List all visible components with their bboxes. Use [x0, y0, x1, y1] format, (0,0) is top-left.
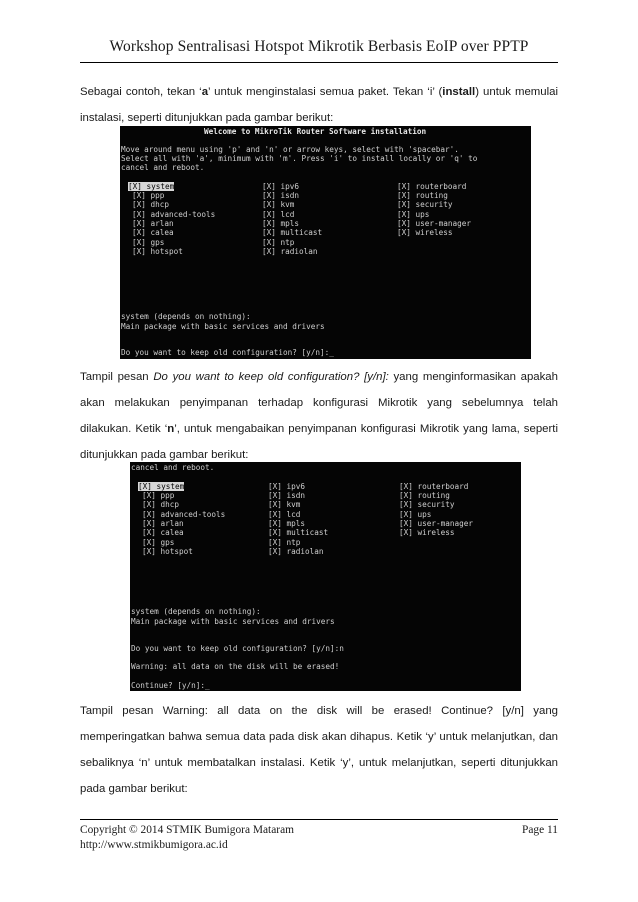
package-item: [X] kvm	[268, 500, 301, 509]
package-item: [X] user-manager	[397, 219, 472, 228]
package-item: [X] security	[399, 500, 455, 509]
package-item: [X] arlan	[132, 219, 174, 228]
package-item-selected: [X] system	[138, 482, 185, 491]
text: ) untuk memulai instalasi, seperti ditunjukkan pada gambar berikut:	[80, 86, 558, 124]
package-item: [X] mpls	[262, 219, 300, 228]
package-item: [X] gps	[132, 238, 165, 247]
package-item: [X] routing	[397, 191, 448, 200]
package-item: [X] lcd	[268, 510, 301, 519]
package-item: [X] ppp	[132, 191, 165, 200]
terminal-depends-line: system (depends on nothing):	[121, 312, 251, 321]
keyword-n: n	[167, 423, 175, 435]
page-header-title: Workshop Sentralisasi Hotspot Mikrotik Berbasis EoIP over PPTP	[109, 38, 529, 55]
terminal-prompt-line: Do you want to keep old configuration? [y/n]:n	[131, 644, 344, 653]
text: Sebagai contoh, tekan ‘	[80, 86, 202, 98]
package-item: [X] multicast	[268, 528, 329, 537]
paragraph-erase-warning: Tampil pesan Warning: all data on the disk will be erased! Continue? [y/n] yang memperingatkan bahwa semua data pada disk akan dihapus. Ketik ‘y’ untuk melanjutkan, dan sebaliknya ‘n’ untuk membatalkan instalasi. Ketik ‘y’, untuk melanjutkan, seperti ditunjukkan pada gambar berikut:	[80, 705, 558, 795]
package-item: [X] multicast	[262, 228, 323, 237]
package-item: [X] wireless	[397, 228, 453, 237]
package-item: [X] routerboard	[399, 482, 469, 491]
footer-url: http://www.stmikbumigora.ac.id	[80, 839, 228, 851]
package-item: [X] kvm	[262, 200, 295, 209]
text: yang menginformasikan apakah akan melakukan penyimpanan terhadap konfigurasi Mikrotik yang sebelumnya telah dilakukan. Ketik ‘	[80, 371, 558, 435]
package-item: [X] gps	[142, 538, 175, 547]
terminal-warning-line: Warning: all data on the disk will be erased!	[131, 662, 340, 671]
package-item: [X] wireless	[399, 528, 455, 537]
terminal-welcome-title: Welcome to MikroTik Router Software installation	[204, 127, 427, 136]
package-item: [X] ppp	[142, 491, 175, 500]
text: ’ untuk menginstalasi semua paket. Tekan ‘i’ (	[208, 86, 443, 98]
paragraph-keep-config	[80, 364, 558, 468]
package-item: [X] hotspot	[132, 247, 183, 256]
package-item: [X] ipv6	[268, 482, 306, 491]
footer-divider	[80, 819, 558, 820]
keyword-install: install	[442, 86, 476, 98]
package-item: [X] ntp	[262, 238, 295, 247]
terminal-description-line: Main package with basic services and drivers	[131, 617, 335, 626]
package-item: [X] calea	[132, 228, 174, 237]
package-item: [X] ups	[399, 510, 432, 519]
package-item: [X] isdn	[268, 491, 306, 500]
package-item: [X] ipv6	[262, 182, 300, 191]
package-item: [X] user-manager	[399, 519, 474, 528]
package-item: [X] ups	[397, 210, 430, 219]
terminal-screenshot-erase-warning	[130, 462, 521, 691]
package-item: [X] hotspot	[142, 547, 193, 556]
footer-page-number: Page 11	[522, 824, 558, 836]
package-item: [X] security	[397, 200, 453, 209]
package-item: [X] isdn	[262, 191, 300, 200]
package-item: [X] radiolan	[268, 547, 324, 556]
footer-copyright: Copyright © 2014 STMIK Bumigora Mataram	[80, 824, 294, 836]
package-item: [X] dhcp	[142, 500, 180, 509]
terminal-description-line: Main package with basic services and drivers	[121, 322, 325, 331]
terminal-continue-line: Continue? [y/n]:_	[131, 681, 210, 690]
keyword-a: a	[201, 86, 209, 98]
package-item: [X] calea	[142, 528, 184, 537]
package-item: [X] mpls	[268, 519, 306, 528]
package-item-selected: [X] system	[128, 182, 175, 191]
terminal-intro-line: cancel and reboot.	[121, 163, 205, 172]
package-item: [X] radiolan	[262, 247, 318, 256]
terminal-intro-line: Move around menu using 'p' and 'n' or arrow keys, select with 'spacebar'.	[121, 145, 459, 154]
text: Tampil pesan	[80, 371, 154, 383]
package-item: [X] arlan	[142, 519, 184, 528]
terminal-prompt-line: Do you want to keep old configuration? [y/n]:_	[121, 348, 334, 357]
package-item: [X] routerboard	[397, 182, 467, 191]
package-item: [X] dhcp	[132, 200, 170, 209]
text: ’, untuk mengabaikan penyimpanan konfigurasi Mikrotik yang lama, seperti ditunjukkan pada gambar berikut:	[80, 423, 558, 461]
terminal-screenshot-package-selection	[120, 126, 531, 359]
italic-prompt-text: Do you want to keep old configuration? [y/n]:	[153, 371, 389, 383]
package-item: [X] lcd	[262, 210, 295, 219]
terminal-depends-line: system (depends on nothing):	[131, 607, 261, 616]
terminal-top-line: cancel and reboot.	[131, 463, 215, 472]
package-item: [X] routing	[399, 491, 450, 500]
terminal-intro-line: Select all with 'a', minimum with 'm'. Press 'i' to install locally or 'q' to	[121, 154, 478, 163]
header-divider	[80, 62, 558, 63]
package-item: [X] advanced-tools	[142, 510, 226, 519]
package-item: [X] ntp	[268, 538, 301, 547]
package-item: [X] advanced-tools	[132, 210, 216, 219]
paragraph-intro	[80, 79, 558, 131]
